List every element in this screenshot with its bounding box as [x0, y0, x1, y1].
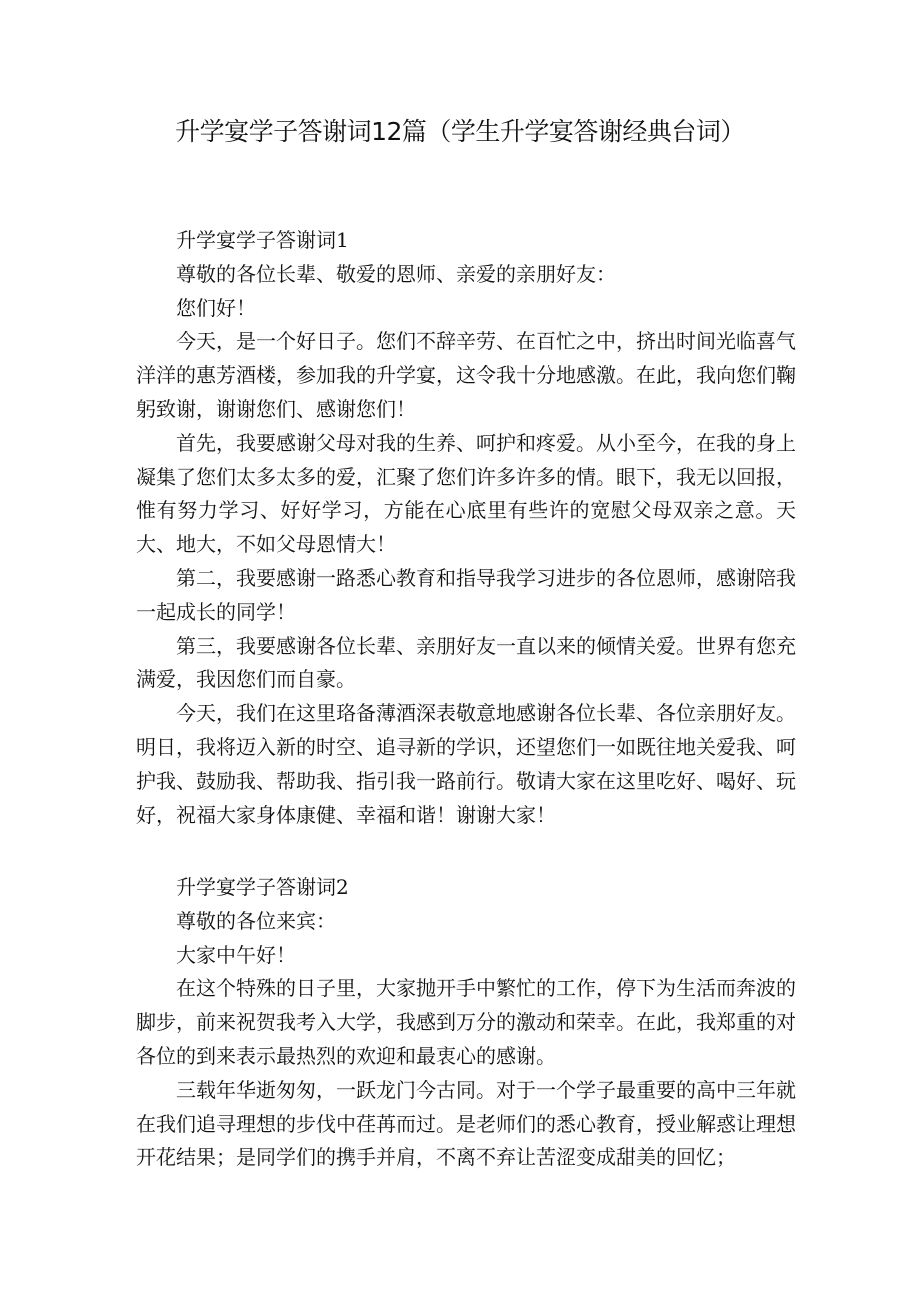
greeting: 大家中午好！ [176, 942, 296, 967]
speech-section-1 [136, 224, 796, 832]
salutation: 尊敬的各位长辈、敬爱的恩师、亲爱的亲朋好友： [176, 261, 616, 286]
salutation: 尊敬的各位来宾： [176, 908, 336, 933]
paragraph: 今天，是一个好日子。您们不辞辛劳、在百忙之中，挤出时间光临喜气洋洋的惠芳酒楼，参加我的升学宴，这令我十分地感激。在此，我向您们鞠躬致谢，谢谢您们、感谢您们！ [136, 329, 796, 421]
paragraph: 首先，我要感谢父母对我的生养、呵护和疼爱。从小至今，在我的身上凝集了您们太多太多的爱，汇聚了您们许多许多的情。眼下，我无以回报，惟有努力学习、好好学习，方能在心底里有些许的宽慰父母双亲之意。天大、地大，不如父母恩情大！ [136, 430, 796, 557]
section-heading: 升学宴学子答谢词2 [176, 875, 349, 899]
paragraph: 第三，我要感谢各位长辈、亲朋好友一直以来的倾情关爱。世界有您充满爱，我因您们而自豪。 [136, 633, 796, 692]
paragraph: 三载年华逝匆匆，一跃龙门今古同。对于一个学子最重要的高中三年就在我们追寻理想的步伐中荏苒而过。是老师们的悉心教育，授业解惑让理想开花结果；是同学们的携手并肩，不离不弃让苦涩变成甜美的回忆； [136, 1077, 796, 1170]
document-title: 升学宴学子答谢词12篇（学生升学宴答谢经典台词） [175, 117, 745, 146]
paragraph: 在这个特殊的日子里，大家抛开手中繁忙的工作，停下为生活而奔波的脚步，前来祝贺我考入大学，我感到万分的激动和荣幸。在此，我郑重的对各位的到来表示最热烈的欢迎和最衷心的感谢。 [136, 976, 796, 1068]
speech-section-2 [136, 871, 796, 1175]
section-heading: 升学宴学子答谢词1 [176, 228, 349, 252]
paragraph: 第二，我要感谢一路悉心教育和指导我学习进步的各位恩师，感谢陪我一起成长的同学！ [136, 565, 796, 624]
greeting: 您们好！ [176, 295, 256, 320]
paragraph: 今天，我们在这里珞备薄酒深表敬意地感谢各位长辈、各位亲朋好友。明日，我将迈入新的时空、追寻新的学识，还望您们一如既往地关爱我、呵护我、鼓励我、帮助我、指引我一路前行。敬请大家在这里吃好、喝好、玩好，祝福大家身体康健、幸福和谐！谢谢大家！ [136, 701, 796, 827]
